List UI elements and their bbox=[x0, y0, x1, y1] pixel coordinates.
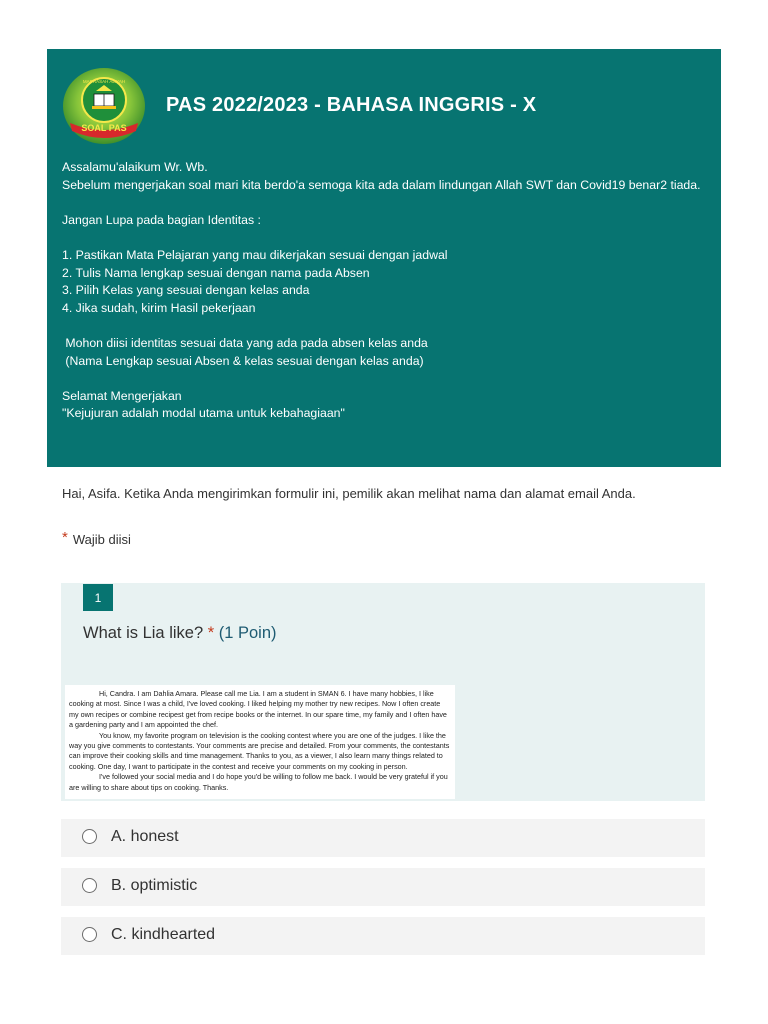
logo-ribbon-text: SOAL PAS bbox=[81, 123, 127, 133]
form-title: PAS 2022/2023 - BAHASA INGGRIS - X bbox=[166, 94, 537, 116]
option-b[interactable] bbox=[61, 868, 705, 906]
question-card bbox=[61, 583, 705, 801]
required-star: * bbox=[62, 529, 68, 546]
question-required-star: * bbox=[207, 624, 215, 642]
form-header bbox=[47, 49, 721, 467]
description-line: Mohon diisi identitas sesuai data yang ada pada absen kelas anda bbox=[62, 335, 428, 350]
description-line: 4. Jika sudah, kirim Hasil pekerjaan bbox=[62, 300, 256, 315]
radio-button-icon[interactable] bbox=[82, 829, 97, 844]
option-label: B. optimistic bbox=[111, 877, 198, 894]
required-note bbox=[62, 531, 131, 548]
description-line: 2. Tulis Nama lengkap sesuai dengan nama pada Absen bbox=[62, 265, 370, 280]
question-number-badge: 1 bbox=[83, 584, 113, 611]
description-line: Jangan Lupa pada bagian Identitas : bbox=[62, 212, 261, 227]
logo-top-text: MADRASAH ALIYAH bbox=[82, 79, 126, 84]
passage-paragraph: You know, my favorite program on television is the cooking contest where you are one of the judges. I like the way you give comments to contestants. Your comments are precise and detailed. From your comments, the contestants can improve their cooking skills and time management. Thanks to you, as a viewer, I also learn many things related to cooking. One day, I want to participate in the contest and receive your comments on my cooking in person. bbox=[69, 730, 450, 771]
description-line: (Nama Lengkap sesuai Absen & kelas sesuai dengan kelas anda) bbox=[62, 353, 424, 368]
description-line bbox=[62, 370, 712, 388]
description-line bbox=[62, 194, 712, 212]
school-logo-icon bbox=[62, 67, 146, 145]
question-title bbox=[83, 624, 277, 643]
option-c[interactable] bbox=[61, 917, 705, 955]
required-note-text: Wajib diisi bbox=[72, 532, 131, 547]
account-notice: Hai, Asifa. Ketika Anda mengirimkan formulir ini, pemilik akan melihat nama dan alamat email Anda. bbox=[62, 486, 636, 501]
description-line: Sebelum mengerjakan soal mari kita berdo'a semoga kita ada dalam lindungan Allah SWT dan Covid19 benar2 tiada. bbox=[62, 177, 701, 192]
description-line: Assalamu'alaikum Wr. Wb. bbox=[62, 160, 208, 174]
passage-paragraph: I've followed your social media and I do hope you'd be willing to follow me back. I would be very grateful if you are willing to share about tips on cooking. Thanks. bbox=[69, 772, 448, 792]
question-text: What is Lia like? bbox=[83, 624, 204, 642]
option-a[interactable] bbox=[61, 819, 705, 857]
description-line: Selamat Mengerjakan bbox=[62, 388, 182, 403]
description-line bbox=[62, 229, 712, 247]
description-line: "Kejujuran adalah modal utama untuk kebahagiaan" bbox=[62, 406, 345, 421]
radio-button-icon[interactable] bbox=[82, 878, 97, 893]
option-label: A. honest bbox=[111, 828, 179, 845]
description-line: 1. Pastikan Mata Pelajaran yang mau dikerjakan sesuai dengan jadwal bbox=[62, 247, 448, 262]
description-line: 3. Pilih Kelas yang sesuai dengan kelas anda bbox=[62, 283, 310, 298]
passage-image bbox=[65, 685, 455, 799]
question-points: (1 Poin) bbox=[218, 624, 277, 642]
passage-paragraph: Hi, Candra. I am Dahlia Amara. Please call me Lia. I am a student in SMAN 6. I have many hobbies, I like cooking at most. Since I was a child, I've loved cooking. I liked helping my mother try new recipes. Now I often create my own recipes or combine recipest get from recipe books or the internet. In our spare time, my family and I often have a gardening party and I am appointed the chef. bbox=[69, 689, 447, 730]
description-line bbox=[62, 317, 712, 335]
form-container bbox=[47, 49, 721, 943]
form-description bbox=[62, 159, 712, 423]
option-label: C. kindhearted bbox=[111, 926, 216, 943]
radio-button-icon[interactable] bbox=[82, 927, 97, 942]
